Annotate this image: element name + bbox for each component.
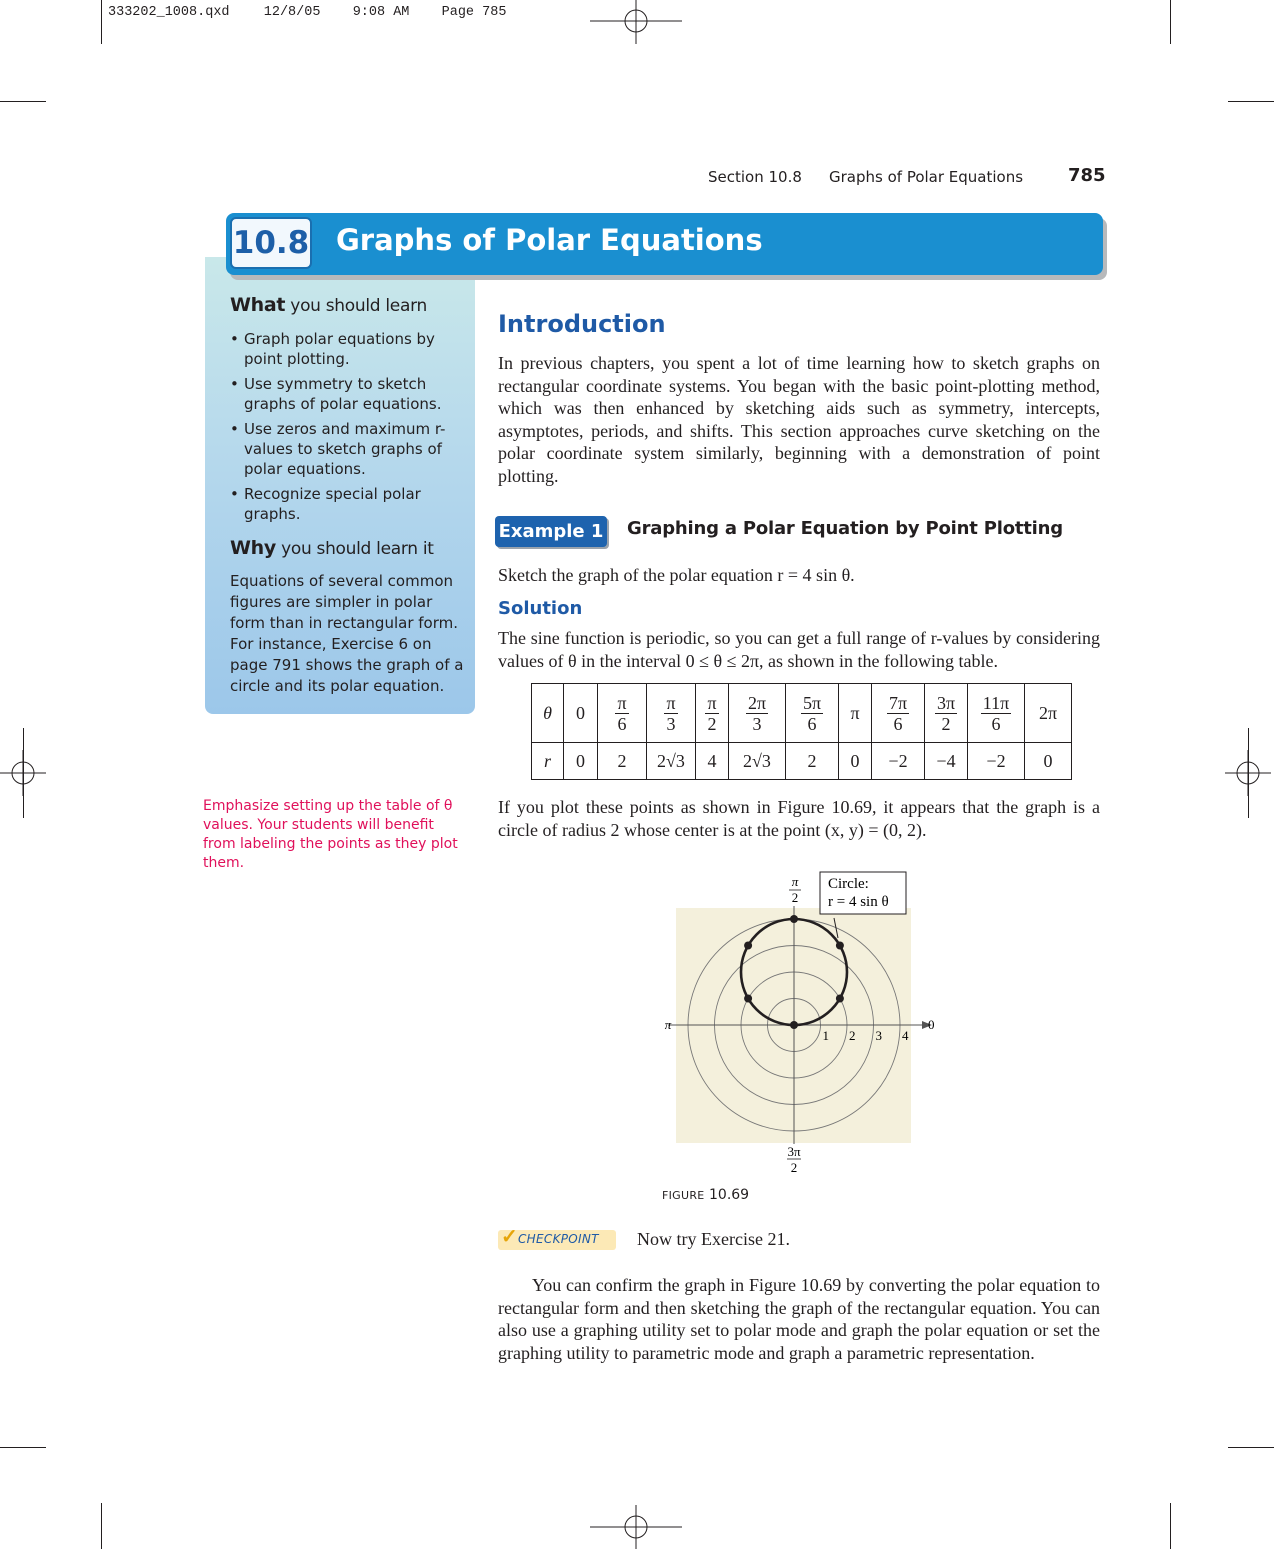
why-heading-bold: Why xyxy=(230,537,276,559)
slug-page: Page 785 xyxy=(441,5,507,20)
learn-heading-bold: What xyxy=(230,294,286,316)
slug-file: 333202_1008.qxd xyxy=(108,5,230,20)
introduction-text: In previous chapters, you spent a lot of time learning how to sketch graphs on rectangular coordinate systems. You began with the basic point-plotting method, which was then enhanced by sketching aids such as symmetry, intercepts, asymptotes, periods, and shifts. This section approaches curve sketching on the polar coordinate system similarly, beginning with a demonstration of point plotting. xyxy=(498,353,1100,486)
slug-date: 12/8/05 xyxy=(263,5,321,20)
r-value: 0 xyxy=(564,743,598,780)
registration-mark-right xyxy=(1225,750,1271,796)
r-value: −2 xyxy=(968,743,1025,780)
theta-value: $\frac{\pi}{3}$ xyxy=(647,684,696,743)
r-value: 2√3 xyxy=(647,743,696,780)
registration-mark-top xyxy=(590,0,682,44)
learn-item-text: Recognize special polar graphs. xyxy=(244,485,421,523)
label-pi-over-2-num: π xyxy=(791,874,799,889)
r-row xyxy=(532,743,1072,780)
section-banner xyxy=(226,213,1103,275)
ring-label: 1 xyxy=(822,1028,829,1043)
r-value: 2 xyxy=(786,743,839,780)
section-title: Graphs of Polar Equations xyxy=(336,223,763,257)
registration-mark-bottom xyxy=(590,1505,682,1549)
theta-r-table xyxy=(531,683,1072,780)
ring-label: 4 xyxy=(902,1028,909,1043)
polar-graph xyxy=(660,866,940,1178)
registration-mark-left xyxy=(0,750,46,796)
running-head-section: Section 10.8 xyxy=(708,168,802,186)
learn-item: • Recognize special polar graphs. xyxy=(230,485,421,523)
example-title: Graphing a Polar Equation by Point Plotting xyxy=(627,518,1063,539)
page-number: 785 xyxy=(1068,165,1106,186)
theta-value: $\frac{11\pi}{6}$ xyxy=(968,684,1025,743)
theta-header: θ xyxy=(532,684,564,743)
theta-row xyxy=(532,684,1072,743)
crop-mark xyxy=(0,101,46,102)
after-table-text: If you plot these points as shown in Figure 10.69, it appears that the graph is a circle of radius 2 whose center is at the point (x, y) = (0, 2). xyxy=(498,797,1100,840)
label-3pi-over-2-num: 3π xyxy=(787,1144,801,1159)
plotted-point xyxy=(790,915,798,923)
solution-text: The sine function is periodic, so you can get a full range of r-values by considering values of θ in the interval 0 ≤ θ ≤ 2π, as shown in the following table. xyxy=(498,628,1100,671)
learn-item: • Use symmetry to sketch graphs of polar equations. xyxy=(230,375,442,413)
checkpoint-label: CHECKPOINT xyxy=(518,1232,599,1246)
theta-value: 0 xyxy=(564,684,598,743)
r-value: −2 xyxy=(872,743,925,780)
learn-item-text: Graph polar equations by point plotting. xyxy=(244,330,435,368)
r-value: 2 xyxy=(598,743,647,780)
learn-heading xyxy=(230,294,427,316)
learn-list xyxy=(230,329,465,529)
label-3pi-over-2-den: 2 xyxy=(790,1160,798,1175)
theta-value: $\frac{\pi}{6}$ xyxy=(598,684,647,743)
example-badge: Example 1 xyxy=(495,516,607,547)
polar-graph-figure xyxy=(660,866,940,1178)
plotted-point xyxy=(744,942,752,950)
crop-mark xyxy=(1228,101,1274,102)
slug-line xyxy=(108,5,506,20)
introduction-heading: Introduction xyxy=(498,310,666,338)
crop-mark xyxy=(1228,1447,1274,1448)
theta-value: 2π xyxy=(1025,684,1072,743)
theta-value: $\frac{\pi}{2}$ xyxy=(696,684,729,743)
label-zero: 0 xyxy=(928,1017,935,1032)
why-heading-rest: you should learn it xyxy=(275,539,434,559)
figure-caption-prefix: FIGURE xyxy=(662,1189,705,1202)
ring-label: 2 xyxy=(849,1028,856,1043)
closing-paragraph: You can confirm the graph in Figure 10.69 by converting the polar equation to rectangular form and then sketching the graph of the rectangular equation. You can also use a graphing utility set to polar mode and graph the polar equation or set the graphing utility to parametric mode and graph a parametric representation. xyxy=(498,1275,1100,1363)
crop-mark xyxy=(101,0,102,44)
why-heading xyxy=(230,537,434,559)
figure-caption-number: 10.69 xyxy=(709,1187,750,1203)
theta-value: $\frac{3\pi}{2}$ xyxy=(925,684,968,743)
r-value: −4 xyxy=(925,743,968,780)
checkpoint-text: Now try Exercise 21. xyxy=(637,1229,790,1249)
why-text: Equations of several common figures are simpler in polar form than in rectangular form. For instance, Exercise 6 on page 791 shows the graph of a circle and its polar equation. xyxy=(230,572,464,695)
running-head xyxy=(708,165,1106,190)
running-head-title: Graphs of Polar Equations xyxy=(829,168,1024,186)
theta-value: $\frac{2\pi}{3}$ xyxy=(729,684,786,743)
plotted-point xyxy=(836,995,844,1003)
learn-heading-rest: you should learn xyxy=(285,296,427,316)
r-value: 2√3 xyxy=(729,743,786,780)
sidebar xyxy=(205,257,475,714)
label-pi: π xyxy=(664,1017,672,1032)
slug-time: 9:08 AM xyxy=(352,5,410,20)
learn-item: • Use zeros and maximum r-values to sketch graphs of polar equations. xyxy=(230,420,446,478)
r-header: r xyxy=(532,743,564,780)
theta-value: $\frac{5\pi}{6}$ xyxy=(786,684,839,743)
learn-item-text: Use symmetry to sketch graphs of polar equations. xyxy=(244,375,442,413)
learn-item: • Graph polar equations by point plotting. xyxy=(230,330,435,368)
section-number: 10.8 xyxy=(230,217,312,269)
plotted-point xyxy=(744,995,752,1003)
r-value: 0 xyxy=(1025,743,1072,780)
example-problem: Sketch the graph of the polar equation r = 4 sin θ. xyxy=(498,565,855,585)
crop-mark xyxy=(0,1447,46,1448)
figure-caption xyxy=(662,1187,749,1203)
solution-heading: Solution xyxy=(498,598,583,619)
crop-mark xyxy=(101,1503,102,1549)
theta-value: π xyxy=(839,684,872,743)
ring-label: 3 xyxy=(875,1028,882,1043)
theta-value: $\frac{7\pi}{6}$ xyxy=(872,684,925,743)
plotted-point xyxy=(790,1021,798,1029)
crop-mark xyxy=(1170,0,1171,44)
crop-mark xyxy=(1170,1503,1171,1549)
callout-line-2: r = 4 sin θ xyxy=(828,894,889,910)
callout-line-1: Circle: xyxy=(828,876,869,892)
r-value: 4 xyxy=(696,743,729,780)
learn-item-text: Use zeros and maximum r-values to sketch graphs of polar equations. xyxy=(244,420,446,478)
plotted-point xyxy=(836,942,844,950)
r-value: 0 xyxy=(839,743,872,780)
label-pi-over-2-den: 2 xyxy=(791,890,799,905)
checkpoint-badge xyxy=(498,1226,616,1250)
margin-note: Emphasize setting up the table of θ values. Your students will benefit from labeling the points as they plot them. xyxy=(203,798,458,871)
checkmark-icon: ✓ xyxy=(501,1226,518,1248)
